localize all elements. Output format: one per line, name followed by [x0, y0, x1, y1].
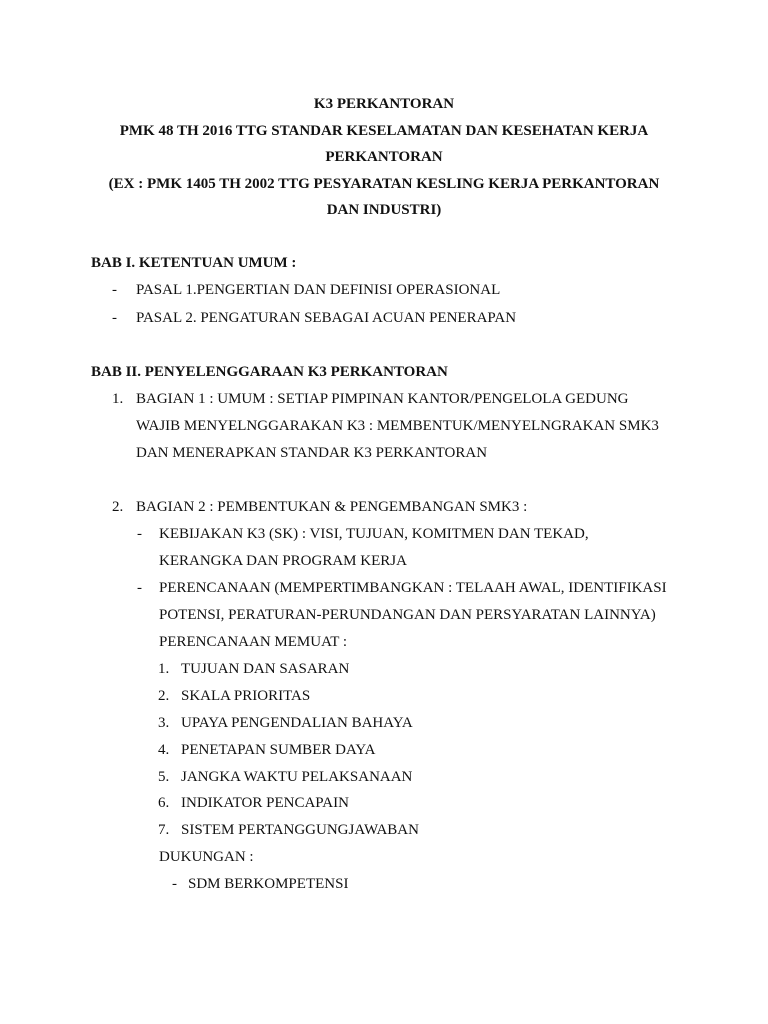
list-number: 1. — [158, 661, 170, 677]
title-line-4: (EX : PMK 1405 TH 2002 TTG PESYARATAN KESLING KERJA PERKANTORAN — [108, 175, 660, 192]
list-item: SKALA PRIORITAS — [181, 688, 311, 704]
bagian-1-line: WAJIB MENYELNGGARAKAN K3 : MEMBENTUK/MENYELNGRAKAN SMK3 — [136, 418, 659, 434]
perencanaan-line: PERENCANAAN MEMUAT : — [159, 634, 348, 650]
bullet-marker: - — [112, 310, 117, 326]
list-number: 7. — [158, 822, 170, 838]
list-item: UPAYA PENGENDALIAN BAHAYA — [181, 715, 413, 731]
title-line-2: PMK 48 TH 2016 TTG STANDAR KESELAMATAN DAN KESEHATAN KERJA — [119, 122, 649, 139]
bab-1-heading: BAB I. KETENTUAN UMUM : — [91, 255, 297, 271]
list-number: 6. — [158, 795, 170, 811]
list-number: 2. — [158, 688, 170, 704]
bagian-1-line: DAN MENERAPKAN STANDAR K3 PERKANTORAN — [136, 445, 488, 461]
perencanaan-line: PERENCANAAN (MEMPERTIMBANGKAN : TELAAH AWAL, IDENTIFIKASI — [159, 580, 667, 596]
perencanaan-line: POTENSI, PERATURAN-PERUNDANGAN DAN PERSYARATAN LAINNYA) — [159, 607, 656, 623]
bullet-marker: - — [137, 580, 142, 596]
list-item: INDIKATOR PENCAPAIN — [181, 795, 349, 811]
list-number: 4. — [158, 742, 170, 758]
list-item: PENETAPAN SUMBER DAYA — [181, 742, 376, 758]
list-item: JANGKA WAKTU PELAKSANAAN — [181, 769, 413, 785]
bagian-1-line: BAGIAN 1 : UMUM : SETIAP PIMPINAN KANTOR/PENGELOLA GEDUNG — [136, 391, 629, 407]
bagian-2-heading: BAGIAN 2 : PEMBENTUKAN & PENGEMBANGAN SMK3 : — [136, 499, 528, 515]
list-number: 3. — [158, 715, 170, 731]
list-item: SDM BERKOMPETENSI — [188, 876, 349, 892]
bullet-marker: - — [137, 526, 142, 542]
bullet-marker: - — [112, 282, 117, 298]
list-item: PASAL 2. PENGATURAN SEBAGAI ACUAN PENERAPAN — [136, 310, 517, 326]
kebijakan-line: KERANGKA DAN PROGRAM KERJA — [159, 553, 407, 569]
title-line-1: K3 PERKANTORAN — [313, 96, 455, 112]
document-title-block — [90, 91, 678, 224]
dukungan-label: DUKUNGAN : — [159, 849, 254, 865]
list-item: SISTEM PERTANGGUNGJAWABAN — [181, 822, 419, 838]
list-number: 1. — [112, 391, 124, 407]
list-item: TUJUAN DAN SASARAN — [181, 661, 350, 677]
bullet-marker: - — [172, 876, 177, 892]
title-line-3: PERKANTORAN — [325, 149, 443, 165]
list-item: PASAL 1.PENGERTIAN DAN DEFINISI OPERASIONAL — [136, 282, 501, 298]
kebijakan-line: KEBIJAKAN K3 (SK) : VISI, TUJUAN, KOMITMEN DAN TEKAD, — [159, 526, 589, 542]
list-number: 2. — [112, 499, 124, 515]
list-number: 5. — [158, 769, 170, 785]
bab-2-heading: BAB II. PENYELENGGARAAN K3 PERKANTORAN — [91, 364, 448, 380]
title-line-5: DAN INDUSTRI) — [326, 202, 442, 218]
